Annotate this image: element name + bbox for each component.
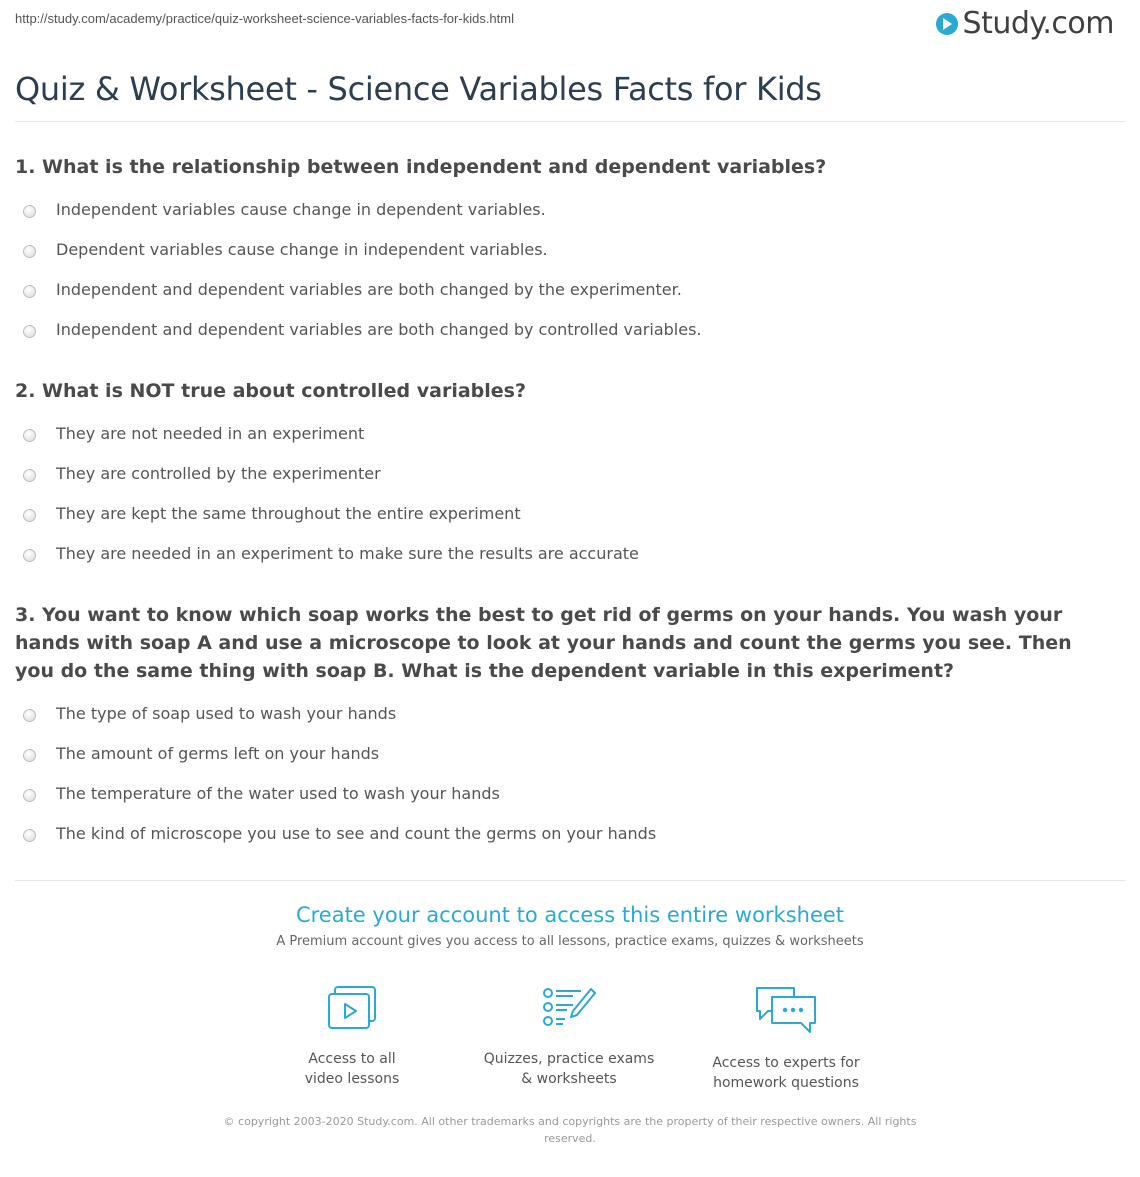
answer-option[interactable]: [15, 824, 656, 864]
play-icon: [936, 13, 958, 35]
radio-button[interactable]: [23, 245, 36, 258]
option-label: They are not needed in an experiment: [56, 424, 365, 443]
radio-button[interactable]: [23, 749, 36, 762]
question-3-options: [15, 704, 656, 864]
option-label: Independent and dependent variables are both changed by the experimenter.: [56, 280, 682, 299]
answer-option[interactable]: [15, 240, 702, 280]
radio-button[interactable]: [23, 829, 36, 842]
answer-option[interactable]: [15, 544, 639, 584]
answer-option[interactable]: [15, 280, 702, 320]
option-label: They are kept the same throughout the entire experiment: [56, 504, 521, 523]
option-label: Independent variables cause change in dependent variables.: [56, 200, 546, 219]
option-label: The kind of microscope you use to see and count the germs on your hands: [56, 824, 657, 843]
question-2-text: 2. What is NOT true about controlled variables?: [15, 380, 527, 402]
copyright-notice: © copyright 2003-2020 Study.com. All other trademarks and copyrights are the property of their respective owners. All rights reserved.: [223, 1115, 917, 1145]
answer-option[interactable]: [15, 744, 656, 784]
page-title: Quiz & Worksheet - Science Variables Facts for Kids: [15, 70, 822, 108]
radio-button[interactable]: [23, 469, 36, 482]
question-2-options: [15, 424, 639, 584]
study-logo[interactable]: [936, 6, 1114, 41]
chat-bubbles-icon: [754, 985, 818, 1035]
premium-description: A Premium account gives you access to all lessons, practice exams, quizzes & worksheets: [276, 934, 864, 949]
section-divider: [15, 880, 1125, 881]
radio-button[interactable]: [23, 509, 36, 522]
radio-button[interactable]: [23, 549, 36, 562]
answer-option[interactable]: [15, 424, 639, 464]
option-label: The temperature of the water used to wash your hands: [56, 784, 500, 803]
logo-text: Study.com: [962, 6, 1114, 41]
answer-option[interactable]: [15, 704, 656, 744]
question-1-text: 1. What is the relationship between independent and dependent variables?: [15, 156, 827, 178]
question-3-text: 3. You want to know which soap works the best to get rid of germs on your hands. You wash your hands with soap A and use a microscope to look at your hands and count the germs you see. Then you do the same thing with soap B. What is the dependent variable in this experiment?: [15, 604, 1072, 682]
feature-label: Access to experts for homework questions: [712, 1055, 860, 1091]
answer-option[interactable]: [15, 464, 639, 504]
radio-button[interactable]: [23, 789, 36, 802]
feature-label: Access to all video lessons: [304, 1051, 400, 1087]
title-divider: [15, 121, 1125, 122]
feature-quizzes: [469, 985, 669, 1089]
option-label: Dependent variables cause change in independent variables.: [56, 240, 548, 259]
option-label: The type of soap used to wash your hands: [56, 704, 397, 723]
answer-option[interactable]: [15, 200, 702, 240]
answer-option[interactable]: [15, 320, 702, 360]
radio-button[interactable]: [23, 285, 36, 298]
page-url: http://study.com/academy/practice/quiz-worksheet-science-variables-facts-for-kids.html: [15, 11, 514, 26]
answer-option[interactable]: [15, 504, 639, 544]
option-label: They are controlled by the experimenter: [56, 464, 381, 483]
answer-option[interactable]: [15, 784, 656, 824]
question-1-options: [15, 200, 702, 360]
radio-button[interactable]: [23, 429, 36, 442]
option-label: The amount of germs left on your hands: [56, 744, 380, 763]
option-label: Independent and dependent variables are both changed by controlled variables.: [56, 320, 702, 339]
radio-button[interactable]: [23, 205, 36, 218]
feature-experts: [686, 985, 886, 1093]
feature-label: Quizzes, practice exams & worksheets: [483, 1051, 655, 1087]
option-label: They are needed in an experiment to make sure the results are accurate: [56, 544, 639, 563]
create-account-link[interactable]: Create your account to access this entire worksheet: [295, 903, 845, 927]
video-lesson-icon: [326, 985, 378, 1031]
radio-button[interactable]: [23, 325, 36, 338]
radio-button[interactable]: [23, 709, 36, 722]
quiz-checklist-icon: [541, 985, 597, 1031]
feature-video-lessons: [252, 985, 452, 1089]
